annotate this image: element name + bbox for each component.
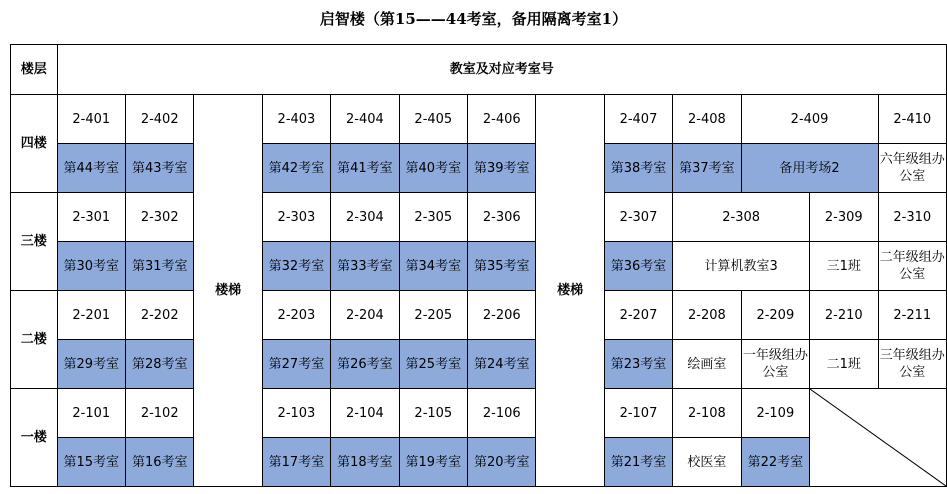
- exam-room: 第21考室: [604, 438, 672, 487]
- room-number: 2-209: [741, 291, 809, 340]
- exam-room: 第36考室: [604, 242, 672, 291]
- room-number: 2-401: [57, 95, 125, 144]
- header-rooms: 教室及对应考室号: [57, 45, 946, 95]
- room-number: 2-307: [604, 193, 672, 242]
- backup-exam-room: 备用考场2: [741, 144, 878, 193]
- room-number: 2-205: [399, 291, 467, 340]
- exam-room: 第40考室: [399, 144, 467, 193]
- diagonal-line: [810, 389, 946, 486]
- room-number: 2-109: [741, 389, 809, 438]
- room-number: 2-108: [673, 389, 741, 438]
- header-floor: 楼层: [11, 45, 58, 95]
- room-number: 2-302: [126, 193, 194, 242]
- room-number: 2-107: [604, 389, 672, 438]
- room-number: 2-310: [878, 193, 947, 242]
- room-number: 2-206: [468, 291, 536, 340]
- office-room: 二年级组办公室: [878, 242, 947, 291]
- office-room: 六年级组办公室: [878, 144, 947, 193]
- floor-label-1: 一楼: [11, 389, 58, 487]
- exam-room: 第41考室: [331, 144, 399, 193]
- exam-room: 第43考室: [126, 144, 194, 193]
- room-number: 2-301: [57, 193, 125, 242]
- room-number: 2-404: [331, 95, 399, 144]
- room-number: 2-309: [810, 193, 878, 242]
- room-number: 2-308: [673, 193, 810, 242]
- computer-room: 计算机教室3: [673, 242, 810, 291]
- room-number: 2-409: [741, 95, 878, 144]
- exam-room: 第18考室: [331, 438, 399, 487]
- room-number: 2-406: [468, 95, 536, 144]
- exam-room: 第28考室: [126, 340, 194, 389]
- office-room: 三年级组办公室: [878, 340, 947, 389]
- exam-room: 第34考室: [399, 242, 467, 291]
- floor-label-2: 二楼: [11, 291, 58, 389]
- room-number: 2-407: [604, 95, 672, 144]
- room-number: 2-101: [57, 389, 125, 438]
- room-number: 2-403: [262, 95, 330, 144]
- room-number: 2-106: [468, 389, 536, 438]
- room-number: 2-303: [262, 193, 330, 242]
- stairs-left: 楼梯: [194, 95, 262, 487]
- exam-room: 第33考室: [331, 242, 399, 291]
- class-room: 二1班: [810, 340, 878, 389]
- exam-room: 第27考室: [262, 340, 330, 389]
- exam-room: 第39考室: [468, 144, 536, 193]
- exam-room: 第25考室: [399, 340, 467, 389]
- room-number: 2-202: [126, 291, 194, 340]
- exam-room: 第37考室: [673, 144, 741, 193]
- room-number: 2-102: [126, 389, 194, 438]
- stairs-right: 楼梯: [536, 95, 604, 487]
- room-number: 2-405: [399, 95, 467, 144]
- room-number: 2-305: [399, 193, 467, 242]
- room-number: 2-402: [126, 95, 194, 144]
- exam-room: 第19考室: [399, 438, 467, 487]
- room-number: 2-410: [878, 95, 947, 144]
- room-number: 2-408: [673, 95, 741, 144]
- exam-room: 第44考室: [57, 144, 125, 193]
- room-number: 2-208: [673, 291, 741, 340]
- room-number: 2-207: [604, 291, 672, 340]
- exam-room: 第35考室: [468, 242, 536, 291]
- exam-room: 第42考室: [262, 144, 330, 193]
- exam-room: 第23考室: [604, 340, 672, 389]
- exam-room: 第26考室: [331, 340, 399, 389]
- exam-room: 第20考室: [468, 438, 536, 487]
- room-number: 2-306: [468, 193, 536, 242]
- exam-room: 第24考室: [468, 340, 536, 389]
- room-number: 2-203: [262, 291, 330, 340]
- exam-room: 第32考室: [262, 242, 330, 291]
- room-number: 2-104: [331, 389, 399, 438]
- exam-room: 第31考室: [126, 242, 194, 291]
- art-room: 绘画室: [673, 340, 741, 389]
- exam-room: 第30考室: [57, 242, 125, 291]
- floor-label-3: 三楼: [11, 193, 58, 291]
- room-number: 2-204: [331, 291, 399, 340]
- room-number: 2-105: [399, 389, 467, 438]
- exam-room: 第16考室: [126, 438, 194, 487]
- clinic-room: 校医室: [673, 438, 741, 487]
- exam-room: 第15考室: [57, 438, 125, 487]
- room-number: 2-210: [810, 291, 878, 340]
- room-number: 2-211: [878, 291, 947, 340]
- exam-room: 第22考室: [741, 438, 809, 487]
- office-room: 一年级组办公室: [741, 340, 809, 389]
- floor-plan-table: [10, 44, 947, 487]
- page-title: 启智楼（第15——44考室，备用隔离考室1）: [319, 10, 628, 28]
- floor-label-4: 四楼: [11, 95, 58, 193]
- room-number: 2-304: [331, 193, 399, 242]
- exam-room: 第17考室: [262, 438, 330, 487]
- exam-room: 第29考室: [57, 340, 125, 389]
- class-room: 三1班: [810, 242, 878, 291]
- room-number: 2-103: [262, 389, 330, 438]
- empty-diagonal-cell: [810, 389, 947, 487]
- exam-room: 第38考室: [604, 144, 672, 193]
- room-number: 2-201: [57, 291, 125, 340]
